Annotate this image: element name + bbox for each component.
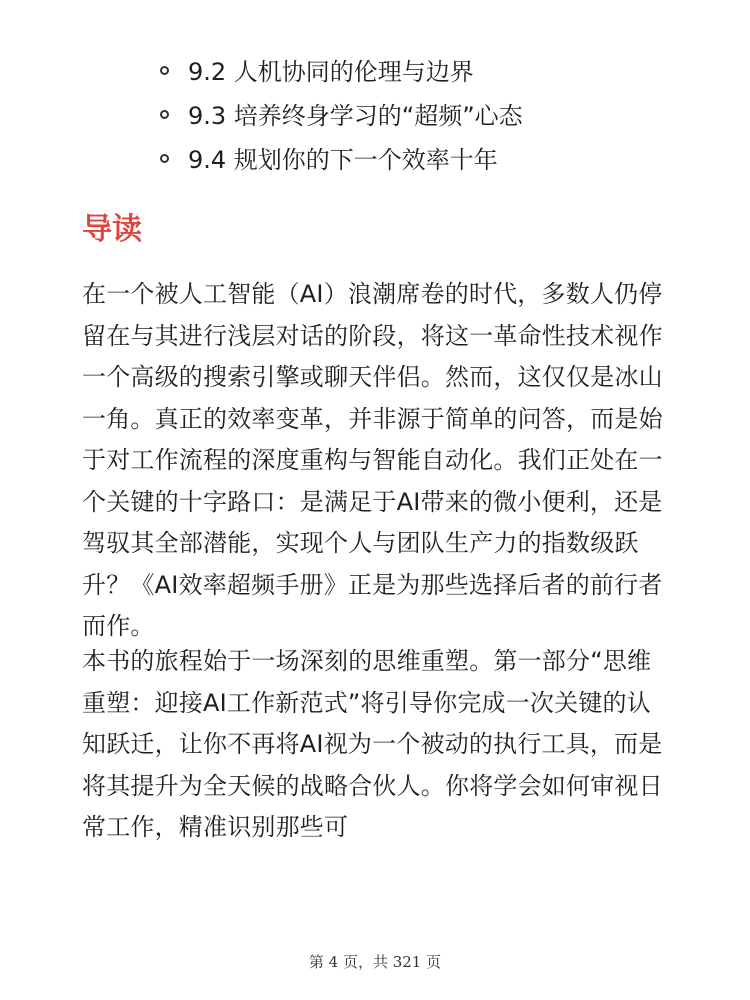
body-paragraph: 在一个被人工智能（AI）浪潮席卷的时代，多数人仍停留在与其进行浅层对话的阶段，将这一革命性技术视作一个高级的搜索引擎或聊天伴侣。然而，这仅仅是冰山一角。真正的效率变革，并非源于简单的问答，而是始于对工作流程的深度重构与智能自动化。我们正处在一个关键的十字路口：是满足于AI带来的微小便利，还是驾驭其全部潜能，实现个人与团队生产力的指数级跃升？《AI效率超频手册》正是为那些选择后者的前行者而作。 bbox=[82, 280, 663, 640]
toc-item bbox=[160, 138, 523, 182]
body-paragraph: 本书的旅程始于一场深刻的思维重塑。第一部分“思维重塑：迎接AI工作新范式”将引导你完成一次关键的认知跃迁，让你不再将AI视为一个被动的执行工具，而是将其提升为全天候的战略合伙人。你将学会如何审视日常工作，精准识别那些可 bbox=[82, 647, 663, 841]
toc-item bbox=[160, 50, 523, 94]
toc-item-label: 9.4 规划你的下一个效率十年 bbox=[188, 146, 498, 174]
circle-bullet-icon bbox=[160, 154, 169, 163]
toc-item-label: 9.2 人机协同的伦理与边界 bbox=[188, 58, 474, 86]
page-number-footer: 第 4 页，共 321 页 bbox=[308, 953, 442, 971]
section-heading: 导读 bbox=[82, 212, 142, 247]
circle-bullet-icon bbox=[160, 66, 169, 75]
circle-bullet-icon bbox=[160, 110, 169, 119]
toc-item-label: 9.3 培养终身学习的“超频”心态 bbox=[188, 102, 523, 130]
toc-item bbox=[160, 94, 523, 138]
toc-list bbox=[160, 50, 523, 182]
